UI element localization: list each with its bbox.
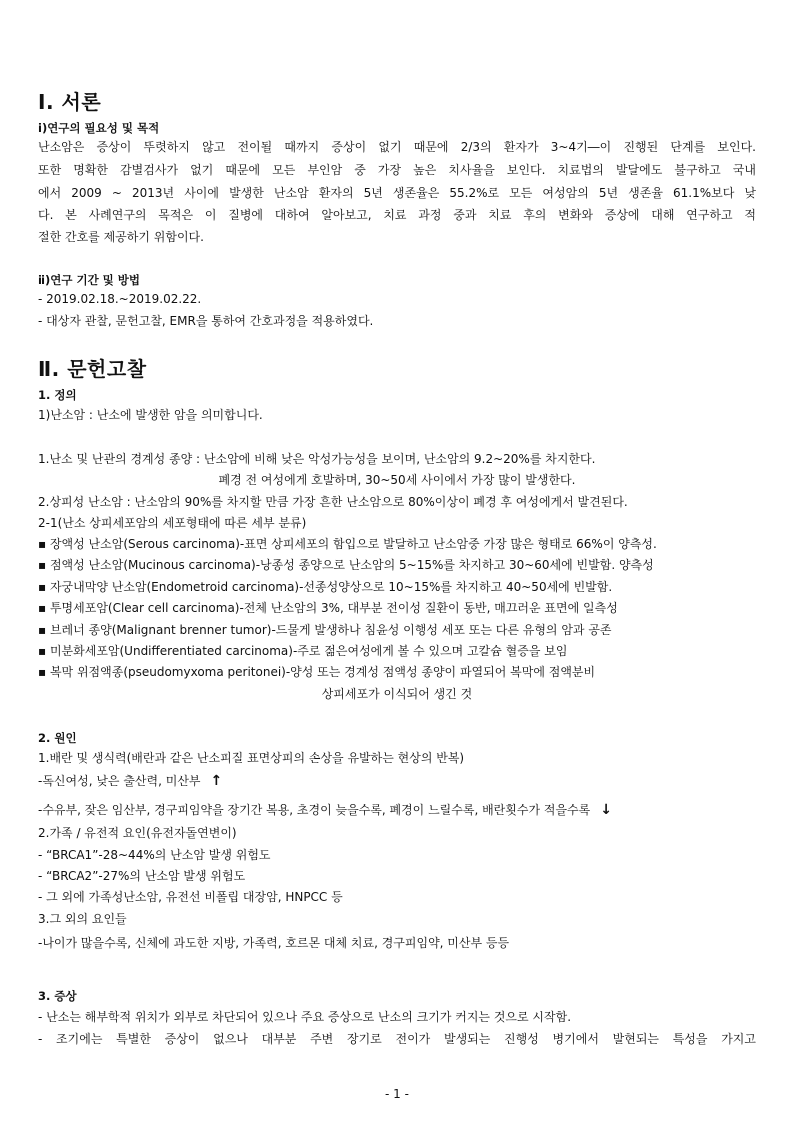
subtype-item: ▪ 장액성 난소암(Serous carcinoma)-표면 상피세포의 함입으로 발달하고 난소암중 가장 많은 형태로 66%이 양측성. bbox=[38, 537, 657, 551]
epithelial-cancer-line: 2.상피성 난소암 : 난소암의 90%를 차지할 만큼 가장 흔한 난소암으로 80%이상이 폐경 후 여성에게서 발견된다. bbox=[38, 495, 628, 509]
risk-decrease-line bbox=[38, 803, 756, 817]
intro-line: 다. 본 사례연구의 목적은 이 질병에 대하여 알아보고, 치료 과정 중과 치료 후의 변화와 증상에 대해 연구하고 적 bbox=[38, 208, 756, 222]
intro-line: 난소암은 증상이 뚜렷하지 않고 전이될 때까지 증상이 없기 때문에 2/3의 환자가 3~4기―이 진행된 단계를 보인다. bbox=[38, 140, 756, 154]
other-factors-line: -나이가 많을수록, 신체에 과도한 지방, 가족력, 호르몬 대체 치료, 경구피임약, 미산부 등등 bbox=[38, 936, 510, 950]
section-1-subheading-purpose: ⅰ)연구의 필요성 및 목적 bbox=[38, 121, 160, 135]
arrow-down-icon: ↓ bbox=[600, 802, 612, 818]
borderline-tumor-line: 폐경 전 여성에게 호발하며, 30~50세 사이에서 가장 많이 발생한다. bbox=[218, 473, 576, 487]
subtype-item: ▪ 투명세포암(Clear cell carcinoma)-전체 난소암의 3%, 대부분 전이성 질환이 동반, 매끄러운 표면에 일측성 bbox=[38, 601, 618, 615]
subtype-item: ▪ 미분화세포암(Undifferentiated carcinoma)-주로 젊은여성에게 볼 수 있으며 고칼슘 혈증을 보임 bbox=[38, 644, 568, 658]
arrow-up-icon: ↑ bbox=[210, 773, 223, 789]
cause-title: 2. 원인 bbox=[38, 731, 77, 745]
cause-item: 1.배란 및 생식력(배란과 같은 난소피질 표면상피의 손상을 유발하는 현상의 반복) bbox=[38, 751, 465, 765]
intro-line: 또한 명확한 감별검사가 없기 때문에 모든 부인암 중 가장 높은 치사율을 보인다. 치료법의 발달에도 불구하고 국내 bbox=[38, 163, 756, 177]
definition-title: 1. 정의 bbox=[38, 388, 77, 402]
risk-increase-line bbox=[38, 774, 756, 788]
section-1-heading: Ⅰ. 서론 bbox=[38, 90, 102, 114]
subtype-item: ▪ 복막 위점액종(pseudomyxoma peritonei)-양성 또는 경계성 점액성 종양이 파열되어 복막에 점액분비 bbox=[38, 665, 596, 679]
method-line: - 대상자 관찰, 문헌고찰, EMR을 통하여 간호과정을 적용하였다. bbox=[38, 314, 374, 328]
section-2-heading: Ⅱ. 문헌고찰 bbox=[38, 357, 147, 381]
cause-item: 2.가족 / 유전적 요인(유전자돌연변이) bbox=[38, 826, 237, 840]
risk-increase-text: -독신여성, 낮은 출산력, 미산부 bbox=[38, 774, 201, 788]
borderline-tumor-line: 1.난소 및 난관의 경계성 종양 : 난소암에 비해 낮은 악성가능성을 보이며, 난소암의 9.2~20%를 차지한다. bbox=[38, 452, 596, 466]
risk-decrease-text: -수유부, 잦은 임산부, 경구피임약을 장기간 복용, 초경이 늦을수록, 폐경이 느릴수록, 배란횟수가 적을수록 bbox=[38, 803, 591, 817]
intro-line: 절한 간호를 제공하기 위함이다. bbox=[38, 230, 204, 244]
subtype-item: ▪ 점액성 난소암(Mucinous carcinoma)-낭종성 종양으로 난소암의 5~15%를 차지하고 30~60세에 빈발함. 양측성 bbox=[38, 558, 654, 572]
method-line: - 2019.02.18.~2019.02.22. bbox=[38, 292, 202, 306]
symptom-item: - 난소는 해부학적 위치가 외부로 차단되어 있으나 주요 증상으로 난소의 크기가 커지는 것으로 시작함. bbox=[38, 1010, 572, 1024]
section-1-subheading-method: ⅱ)연구 기간 및 방법 bbox=[38, 273, 141, 287]
subtype-item: ▪ 브레너 종양(Malignant brenner tumor)-드물게 발생하나 침윤성 이행성 세포 또는 다른 유형의 암과 공존 bbox=[38, 623, 612, 637]
subtype-item: ▪ 자궁내막양 난소암(Endometroid carcinoma)-선종성양상으로 10~15%를 차지하고 40~50세에 빈발함. bbox=[38, 580, 613, 594]
subtype-item-continuation: 상피세포가 이식되어 생긴 것 bbox=[321, 687, 473, 701]
symptom-item: - 조기에는 특별한 증상이 없으나 대부분 주변 장기로 전이가 발생되는 진행성 병기에서 발현되는 특성을 가지고 bbox=[38, 1032, 756, 1046]
genetic-item: - “BRCA2”-27%의 난소암 발생 위험도 bbox=[38, 869, 246, 883]
genetic-item: - “BRCA1”-28~44%의 난소암 발생 위험도 bbox=[38, 848, 271, 862]
subtype-heading: 2-1(난소 상피세포암의 세포형태에 따른 세부 분류) bbox=[38, 516, 307, 530]
page-number: - 1 - bbox=[385, 1087, 409, 1101]
definition-text: 1)난소암 : 난소에 발생한 암을 의미합니다. bbox=[38, 408, 263, 422]
genetic-item: - 그 외에 가족성난소암, 유전선 비폴립 대장암, HNPCC 등 bbox=[38, 890, 343, 904]
cause-item: 3.그 외의 요인들 bbox=[38, 912, 127, 926]
intro-line: 에서 2009 ~ 2013년 사이에 발생한 난소암 환자의 5년 생존율은 55.2%로 모든 여성암의 5년 생존율 61.1%보다 낮 bbox=[38, 186, 756, 200]
symptom-title: 3. 증상 bbox=[38, 989, 77, 1003]
